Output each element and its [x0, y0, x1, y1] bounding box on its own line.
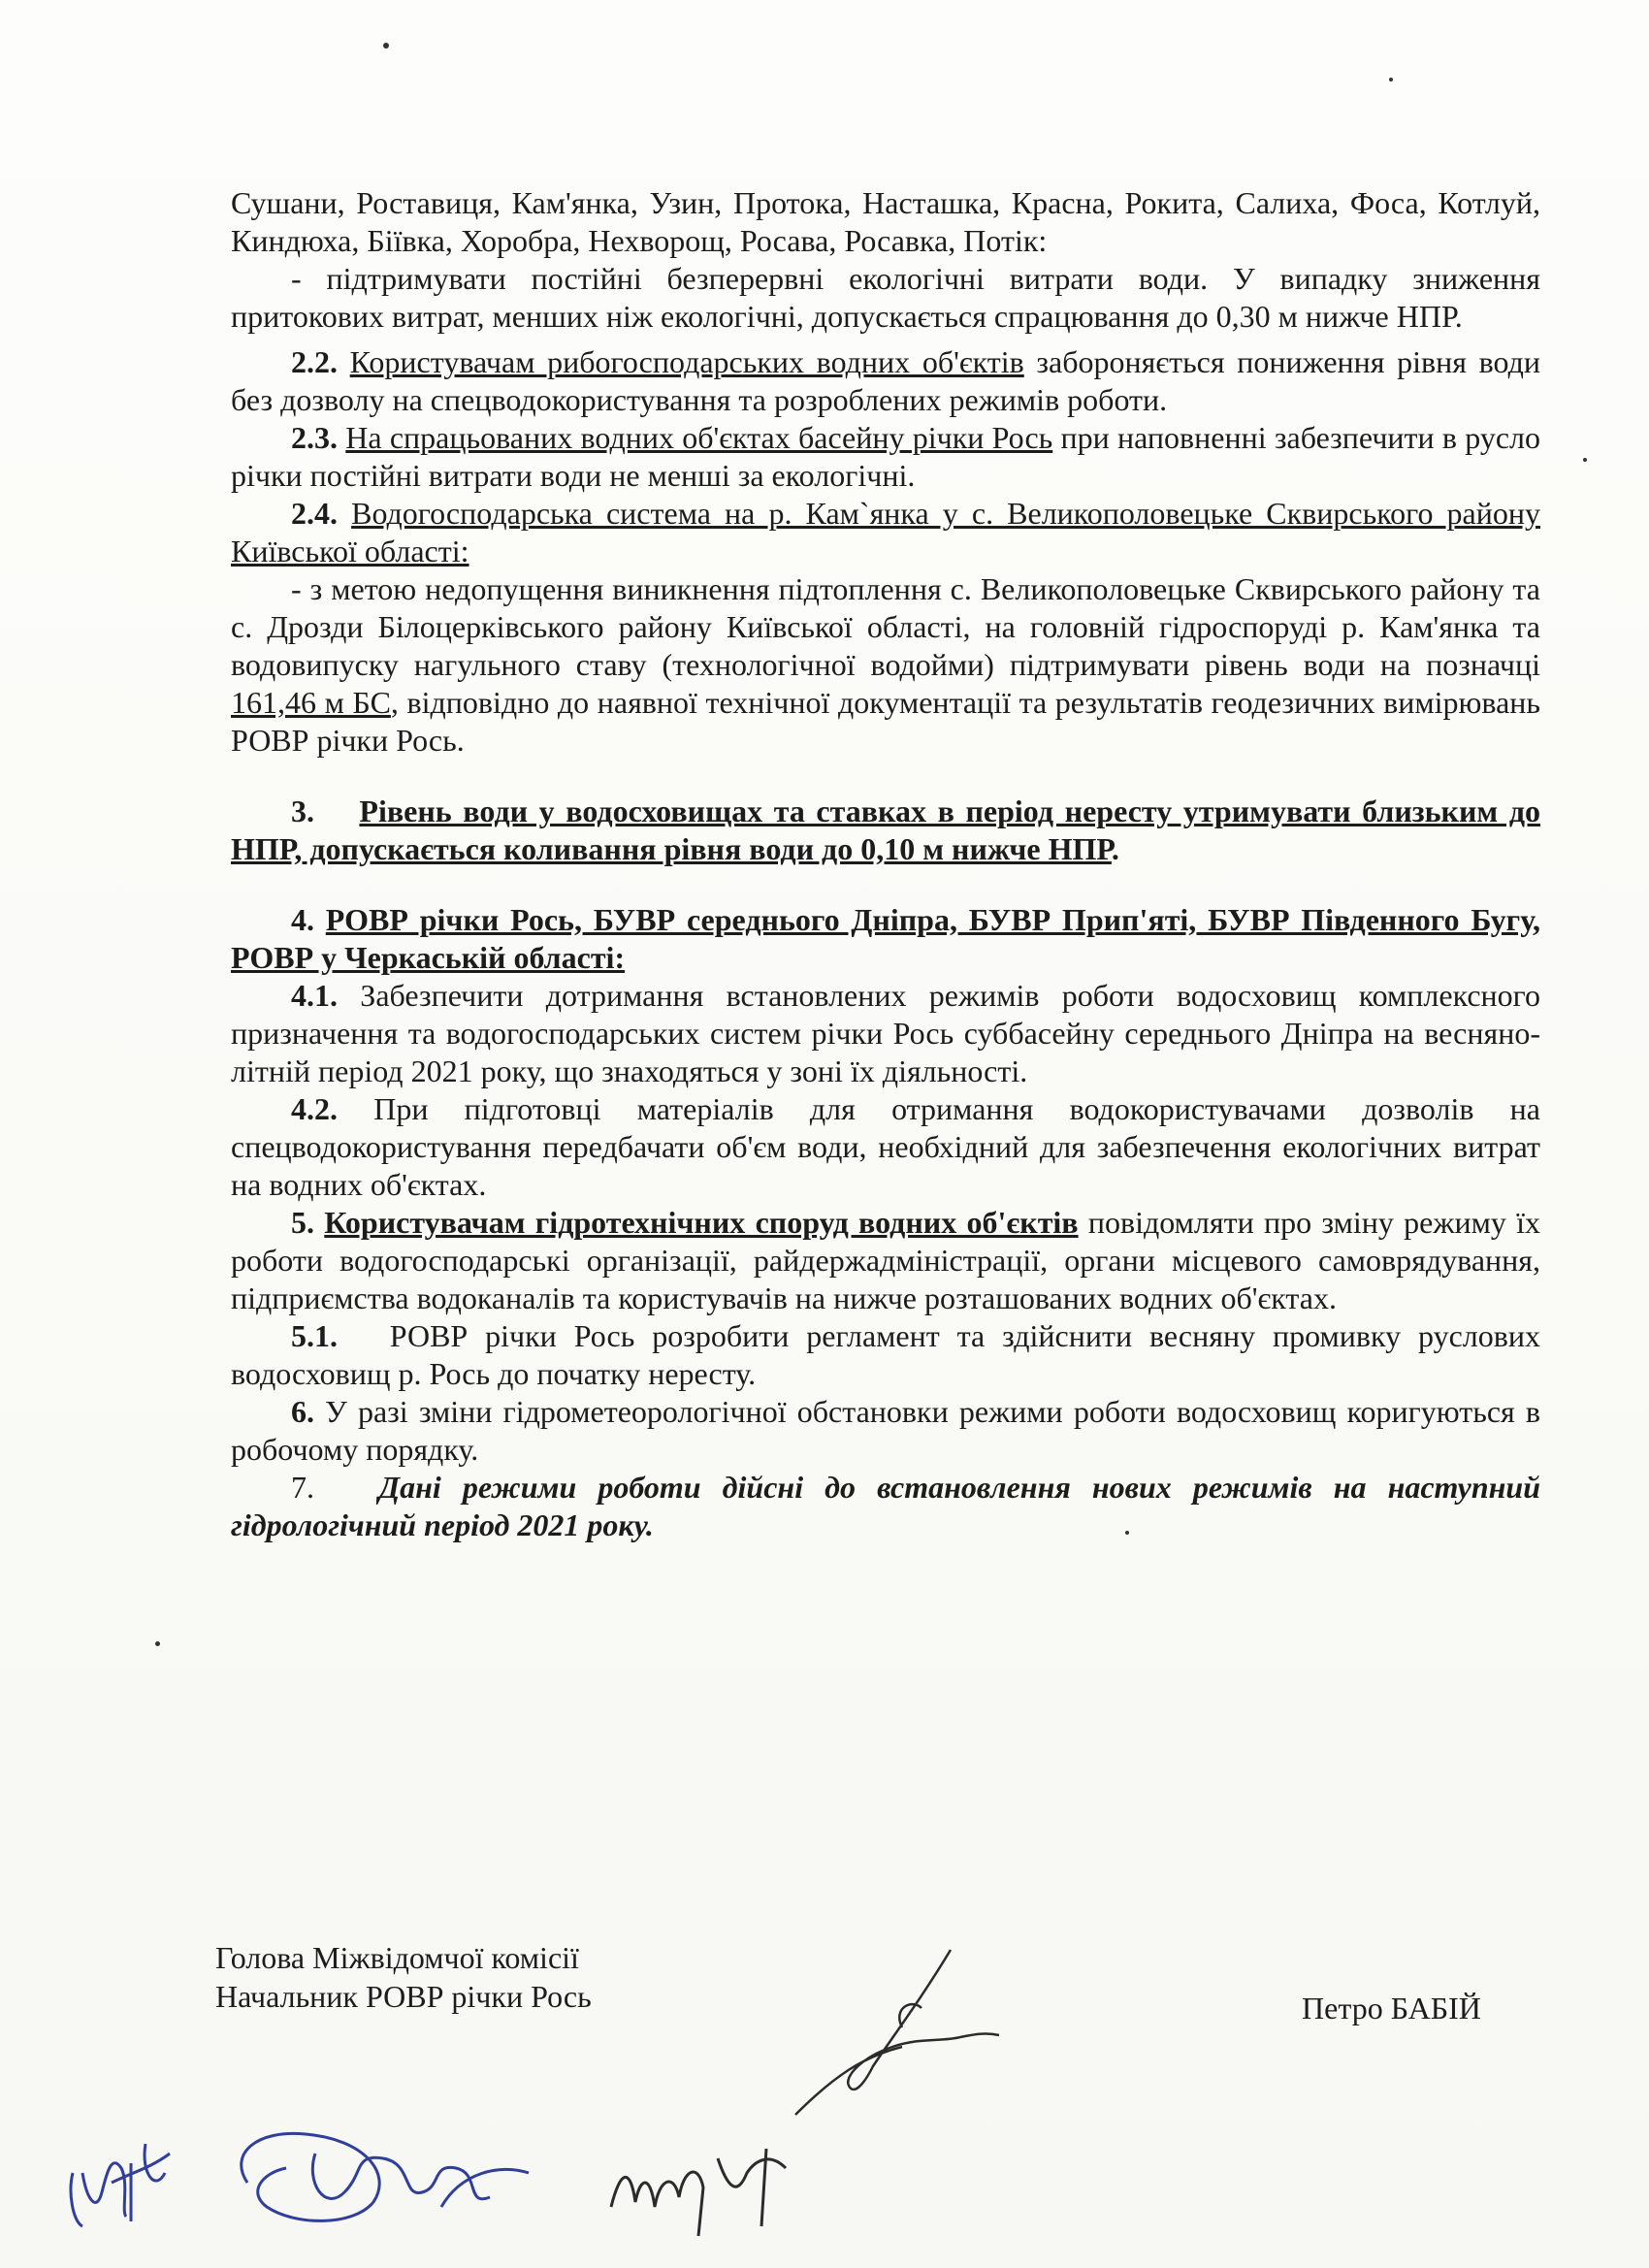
signatory-roles: [215, 1938, 592, 2016]
scan-speck: [1125, 1531, 1129, 1535]
scan-speck: [1389, 78, 1393, 81]
clause-text: забороняється пониження рівня води без дозволу на спецводокористування та розроблених режимів роботи.: [231, 344, 1541, 417]
signatory-role-head: Начальник РОВР річки Рось: [215, 1979, 592, 2014]
clause-subject: РОВР річки Рось, БУВР середнього Дніпра, БУВР Прип'яті, БУВР Південного Бугу, РОВР у Черкаській області:: [231, 902, 1540, 975]
clause-number: 4.: [291, 902, 314, 937]
clause-number: 4.2.: [291, 1091, 338, 1126]
clause-number: 5.1.: [291, 1318, 338, 1353]
spacer: [231, 760, 1540, 793]
clause-number: 2.4.: [291, 496, 338, 531]
clause-number: 4.1.: [291, 978, 338, 1013]
scan-speck: [1583, 458, 1587, 462]
signatory-role-chair: Голова Міжвідомчої комісії: [215, 1940, 579, 1975]
clause-5: [231, 1204, 1540, 1317]
clause-text: РОВР річки Рось розробити регламент та здійснити весняну промивку руслових водосховищ р. Рось до початку нересту.: [231, 1318, 1541, 1391]
clause-text: Дані режими роботи дійсні до встановлення нових режимів на наступний гідрологічний період 2021 року.: [231, 1470, 1540, 1542]
clause-number: 2.2.: [291, 344, 338, 379]
signature-2: [218, 2115, 548, 2241]
spacer: [231, 868, 1540, 901]
clause-6: [231, 1393, 1540, 1469]
clause-number: 2.3.: [291, 420, 338, 455]
scan-speck: [383, 43, 389, 49]
clause-2-2: [231, 343, 1540, 419]
clause-subject: На спрацьованих водних об'єктах басейну річки Рось: [345, 420, 1053, 455]
clause-number: 5.: [291, 1205, 314, 1240]
clause-number: 7.: [291, 1470, 314, 1505]
clause-text: У разі зміни гідрометеорологічної обстановки режими роботи водосховищ коригуються в робочому порядку.: [231, 1394, 1541, 1467]
clause-subject: Користувачам рибогосподарських водних об'єктів: [349, 344, 1024, 379]
main-signature: [757, 1940, 1048, 2134]
clause-number: 6.: [291, 1394, 314, 1429]
clause-5-1: [231, 1317, 1540, 1393]
signature-3: [601, 2129, 834, 2246]
clause-4: [231, 901, 1540, 977]
rivers-list-continuation: Сушани, Роставиця, Кам'янка, Узин, Протока, Насташка, Красна, Рокита, Салиха, Фоса, Котлуй, Киндюха, Біївка, Хоробра, Нехворощ, Росава, Росавка, Потік:: [231, 185, 1540, 258]
clause-3: [231, 793, 1540, 868]
clause-text-b: , відповідно до наявної технічної документації та результатів геодезичних вимірювань РОВР річки Рось.: [231, 685, 1541, 758]
clause-4-2: [231, 1090, 1540, 1204]
clause-2-4: [231, 495, 1540, 570]
clause-text-a: - з метою недопущення виникнення підтоплення с. Великополовецьке Сквирського району та с. Дрозди Білоцерківського району Київської області, на головній гідроспоруді р. Кам'янка та водовипуску нагульного ставу (технологічної водойми) підтримувати рівень води на позначці: [231, 571, 1540, 682]
clause-subject: Рівень води у водосховищах та ставках в період нересту утримувати близьким до НПР, допускається коливання рівня води до 0,10 м нижче НПР: [231, 794, 1541, 866]
level-mark: 161,46 м БС: [231, 685, 391, 720]
clause-4-1: [231, 977, 1540, 1090]
clause-number: 3.: [291, 794, 314, 828]
signatory-name: Петро БАБІЙ: [1302, 1991, 1481, 2025]
clause-text: повідомляти про зміну режиму їх роботи водогосподарські організації, райдержадміністрації, органи місцевого самоврядування, підприємства водоканалів та користувачів на нижче розташованих водних об'єктах.: [231, 1205, 1541, 1315]
ecological-flow-item: - підтримувати постійні безперервні екологічні витрати води. У випадку зниження притокових витрат, менших ніж екологічні, допускається спрацювання до 0,30 м нижче НПР.: [231, 261, 1540, 334]
clause-2-3: [231, 419, 1540, 495]
document-body: [231, 184, 1540, 1544]
clause-subject: Користувачам гідротехнічних споруд водних об'єктів: [324, 1205, 1079, 1240]
scan-speck: [155, 1641, 160, 1646]
clause-text: при наповненні забезпечити в русло річки постійні витрати води не менші за екологічні.: [231, 420, 1541, 493]
clause-text: Забезпечити дотримання встановлених режимів роботи водосховищ комплексного призначення та водогосподарських систем річки Рось суббасейну середнього Дніпра на весняно-літній період 2021 року, що знаходяться у зоні їх діяльності.: [231, 978, 1541, 1088]
clause-2-4-text: [231, 570, 1540, 760]
clause-end: .: [1111, 831, 1119, 866]
clause-text: При підготовці матеріалів для отримання водокористувачами дозволів на спецводокористування передбачати об'єм води, необхідний для забезпечення екологічних витрат на водних об'єктах.: [231, 1091, 1541, 1202]
clause-subject: Водогосподарська система на р. Кам`янка у с. Великополовецьке Сквирського району Київської області:: [231, 496, 1540, 568]
signature-1: [53, 2115, 199, 2241]
clause-7: [231, 1469, 1540, 1544]
